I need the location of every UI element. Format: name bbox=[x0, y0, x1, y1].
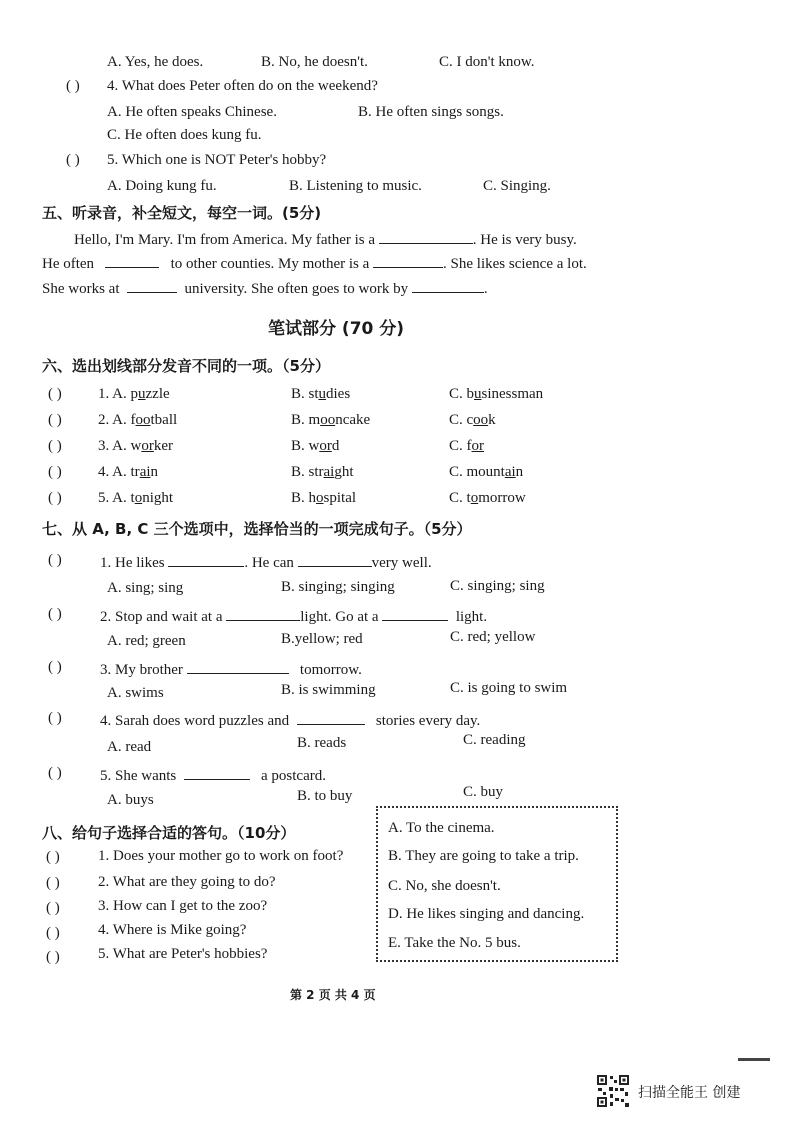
option-a: A. sing; sing bbox=[107, 580, 184, 596]
option-a: 1. A. puzzle bbox=[98, 386, 170, 402]
option-a: A. read bbox=[107, 739, 152, 755]
fill-blank[interactable] bbox=[168, 552, 244, 567]
question-text: 5. She wants a postcard. bbox=[100, 765, 326, 785]
option-c: C. singing; sing bbox=[450, 578, 545, 594]
q3-option-a: A. Yes, he does. bbox=[107, 54, 204, 70]
answer-paren: ( ) bbox=[48, 412, 62, 428]
option-a: 2. A. football bbox=[98, 412, 178, 428]
option-b: B. reads bbox=[297, 735, 347, 751]
option-c: C. reading bbox=[463, 732, 526, 748]
section-5-title: 五、听录音，补全短文，每空一词。(5分) bbox=[42, 204, 322, 222]
answer-paren: ( ) bbox=[48, 659, 62, 675]
question-text: 5. What are Peter's hobbies? bbox=[98, 946, 268, 962]
option-c: C. is going to swim bbox=[450, 680, 568, 696]
fill-blank[interactable] bbox=[373, 253, 443, 268]
answer-paren: ( ) bbox=[46, 900, 60, 916]
question-text: 5. Which one is NOT Peter's hobby? bbox=[107, 152, 327, 168]
q5-option-a: A. Doing kung fu. bbox=[107, 178, 217, 194]
section-8-title: 八、给句子选择合适的答句。（10分） bbox=[42, 824, 296, 842]
question-text: 1. Does your mother go to work on foot? bbox=[98, 848, 344, 864]
fill-blank[interactable] bbox=[379, 229, 473, 244]
fill-blank[interactable] bbox=[187, 659, 289, 674]
page-number: 第 2 页 共 4 页 bbox=[290, 988, 376, 1002]
section-6-title: 六、选出划线部分发音不同的一项。（5分） bbox=[42, 357, 330, 375]
question-text: 2. What are they going to do? bbox=[98, 874, 276, 890]
answer-paren: ( ) bbox=[46, 925, 60, 941]
answer-paren: ( ) bbox=[66, 152, 80, 168]
question-text: 3. My brother tomorrow. bbox=[100, 659, 362, 679]
written-part-title: 笔试部分 (70 分) bbox=[268, 319, 405, 339]
answer-choice: A. To the cinema. bbox=[388, 820, 495, 836]
option-c: C. cook bbox=[449, 412, 496, 428]
option-c: C. businessman bbox=[449, 386, 544, 402]
option-b: B. mooncake bbox=[291, 412, 371, 428]
q4-option-a: A. He often speaks Chinese. bbox=[107, 104, 277, 120]
fill-blank[interactable] bbox=[184, 765, 250, 780]
passage-line-2: He often to other counties. My mother is a . She likes science a lot. bbox=[42, 253, 587, 273]
option-b: B. to buy bbox=[297, 788, 353, 804]
fill-blank[interactable] bbox=[127, 278, 177, 293]
answer-paren: ( ) bbox=[66, 78, 80, 94]
q3-option-b: B. No, he doesn't. bbox=[261, 54, 368, 70]
answer-paren: ( ) bbox=[48, 710, 62, 726]
answer-choice: C. No, she doesn't. bbox=[388, 878, 501, 894]
option-c: C. mountain bbox=[449, 464, 524, 480]
answer-paren: ( ) bbox=[46, 875, 60, 891]
answer-paren: ( ) bbox=[46, 849, 60, 865]
answer-choices-box bbox=[376, 806, 618, 962]
q5-option-c: C. Singing. bbox=[483, 178, 551, 194]
fill-blank[interactable] bbox=[382, 606, 448, 621]
option-b: B. is swimming bbox=[281, 682, 376, 698]
option-b: B. hospital bbox=[291, 490, 357, 506]
section-7-title: 七、从 A, B, C 三个选项中，选择恰当的一项完成句子。（5分） bbox=[42, 520, 472, 538]
option-a: 3. A. worker bbox=[98, 438, 174, 454]
qr-code-icon bbox=[596, 1074, 630, 1108]
answer-paren: ( ) bbox=[48, 490, 62, 506]
answer-paren: ( ) bbox=[48, 386, 62, 402]
fill-blank[interactable] bbox=[226, 606, 300, 621]
option-b: B. studies bbox=[291, 386, 351, 402]
fill-blank[interactable] bbox=[105, 253, 159, 268]
fill-blank[interactable] bbox=[297, 710, 365, 725]
answer-paren: ( ) bbox=[48, 438, 62, 454]
q4-option-c: C. He often does kung fu. bbox=[107, 127, 262, 143]
answer-paren: ( ) bbox=[46, 949, 60, 965]
answer-paren: ( ) bbox=[48, 464, 62, 480]
answer-paren: ( ) bbox=[48, 765, 62, 781]
answer-choice: E. Take the No. 5 bus. bbox=[388, 935, 521, 951]
option-c: C. tomorrow bbox=[449, 490, 526, 506]
question-text: 2. Stop and wait at a light. Go at a light. bbox=[100, 606, 487, 626]
fill-blank[interactable] bbox=[298, 552, 372, 567]
option-b: B.yellow; red bbox=[281, 631, 363, 647]
option-a: A. red; green bbox=[107, 633, 186, 649]
question-text: 3. How can I get to the zoo? bbox=[98, 898, 268, 914]
question-text: 1. He likes . He can very well. bbox=[100, 552, 432, 572]
passage-line-1: Hello, I'm Mary. I'm from America. My father is a . He is very busy. bbox=[74, 229, 577, 249]
option-c: C. for bbox=[449, 438, 484, 454]
option-b: B. straight bbox=[291, 464, 354, 480]
option-c: C. red; yellow bbox=[450, 629, 536, 645]
option-a: A. buys bbox=[107, 792, 154, 808]
option-a: 4. A. train bbox=[98, 464, 159, 480]
answer-paren: ( ) bbox=[48, 552, 62, 568]
q3-option-c: C. I don't know. bbox=[439, 54, 535, 70]
scan-edge-mark bbox=[738, 1058, 770, 1061]
answer-paren: ( ) bbox=[48, 606, 62, 622]
answer-choice: B. They are going to take a trip. bbox=[388, 848, 579, 864]
q5-option-b: B. Listening to music. bbox=[289, 178, 422, 194]
passage-line-3: She works at university. She often goes to work by . bbox=[42, 278, 488, 298]
option-b: B. word bbox=[291, 438, 340, 454]
option-a: A. swims bbox=[107, 685, 164, 701]
option-b: B. singing; singing bbox=[281, 579, 395, 595]
q4-option-b: B. He often sings songs. bbox=[358, 104, 504, 120]
question-text: 4. What does Peter often do on the weekend? bbox=[107, 78, 378, 94]
question-text: 4. Sarah does word puzzles and stories every day. bbox=[100, 710, 480, 730]
option-c: C. buy bbox=[463, 784, 504, 800]
scanner-watermark: 扫描全能王 创建 bbox=[638, 1085, 741, 1101]
option-a: 5. A. tonight bbox=[98, 490, 174, 506]
question-text: 4. Where is Mike going? bbox=[98, 922, 247, 938]
answer-choice: D. He likes singing and dancing. bbox=[388, 906, 585, 922]
fill-blank[interactable] bbox=[412, 278, 484, 293]
